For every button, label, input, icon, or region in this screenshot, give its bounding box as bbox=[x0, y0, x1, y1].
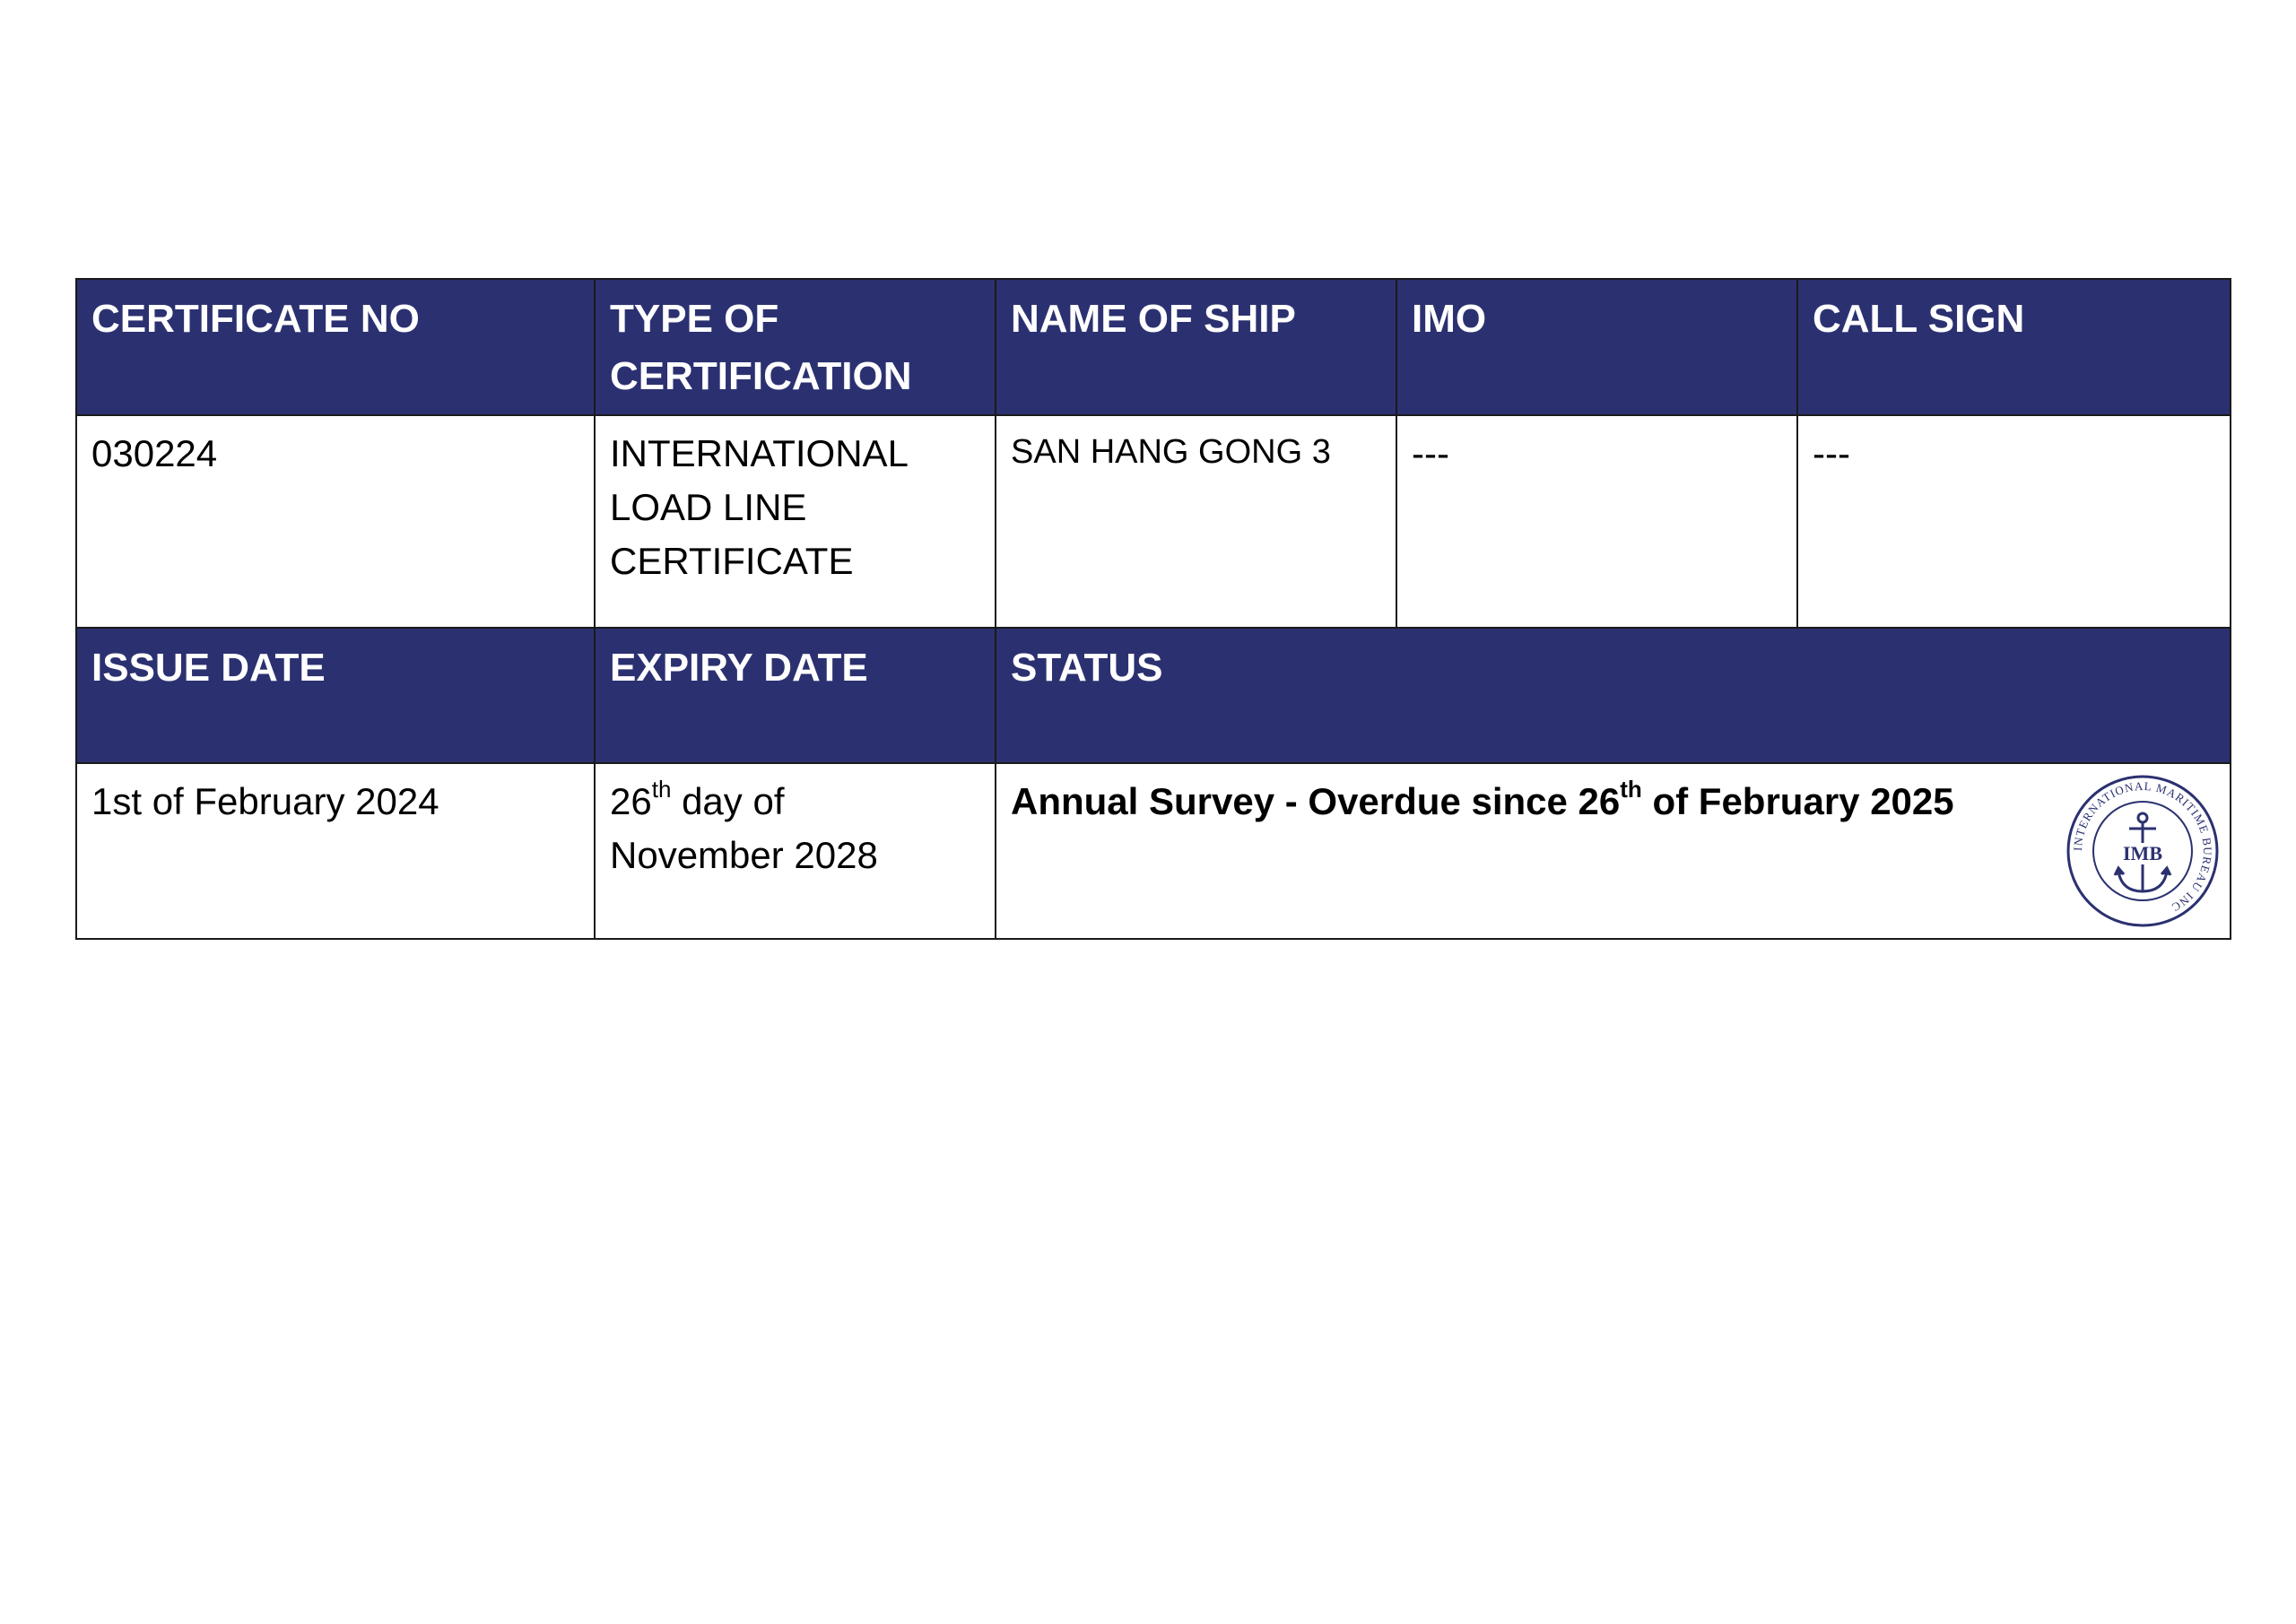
status-value bbox=[996, 763, 2231, 939]
status-text bbox=[1011, 776, 1954, 822]
header-type-line1: TYPE OF bbox=[610, 297, 779, 341]
imb-seal-stamp bbox=[2065, 773, 2221, 929]
header-type-of-certification bbox=[595, 279, 996, 415]
status-text-pre: Annual Survey - Overdue since 26 bbox=[1011, 780, 1621, 822]
type-of-certification-value bbox=[595, 415, 996, 628]
status-text-post: of February 2025 bbox=[1641, 780, 1954, 822]
header-name-of-ship: NAME OF SHIP bbox=[996, 279, 1396, 415]
type-value-line2: LOAD LINE bbox=[610, 486, 807, 528]
expiry-value-line1 bbox=[610, 775, 980, 829]
header-row-2 bbox=[76, 628, 2231, 763]
header-type-line2: CERTIFICATION bbox=[610, 354, 912, 398]
seal-ring-text: INTERNATIONAL MARITIME BUREAU INC bbox=[2070, 778, 2215, 916]
seal-center-text: IMB bbox=[2123, 842, 2162, 864]
expiry-value-line2: November 2028 bbox=[610, 834, 878, 876]
call-sign-value: --- bbox=[1797, 415, 2231, 628]
certificate-no-value: 030224 bbox=[76, 415, 595, 628]
status-day-suffix: th bbox=[1620, 776, 1642, 803]
header-imo: IMO bbox=[1396, 279, 1797, 415]
expiry-day: 26 bbox=[610, 780, 652, 822]
imo-value: --- bbox=[1396, 415, 1797, 628]
data-row-2 bbox=[76, 763, 2231, 939]
data-row-1 bbox=[76, 415, 2231, 628]
header-status: STATUS bbox=[996, 628, 2231, 763]
header-call-sign: CALL SIGN bbox=[1797, 279, 2231, 415]
certificate-table bbox=[75, 278, 2231, 940]
expiry-line1-rest: day of bbox=[671, 780, 785, 822]
header-row-1 bbox=[76, 279, 2231, 415]
header-expiry-date: EXPIRY DATE bbox=[595, 628, 996, 763]
header-certificate-no: CERTIFICATE NO bbox=[76, 279, 595, 415]
issue-date-value: 1st of February 2024 bbox=[76, 763, 595, 939]
expiry-day-suffix: th bbox=[651, 776, 672, 803]
expiry-date-value bbox=[595, 763, 996, 939]
type-value-line3: CERTIFICATE bbox=[610, 540, 854, 582]
name-of-ship-value: SAN HANG GONG 3 bbox=[996, 415, 1396, 628]
header-issue-date: ISSUE DATE bbox=[76, 628, 595, 763]
type-value-line1: INTERNATIONAL bbox=[610, 432, 909, 474]
